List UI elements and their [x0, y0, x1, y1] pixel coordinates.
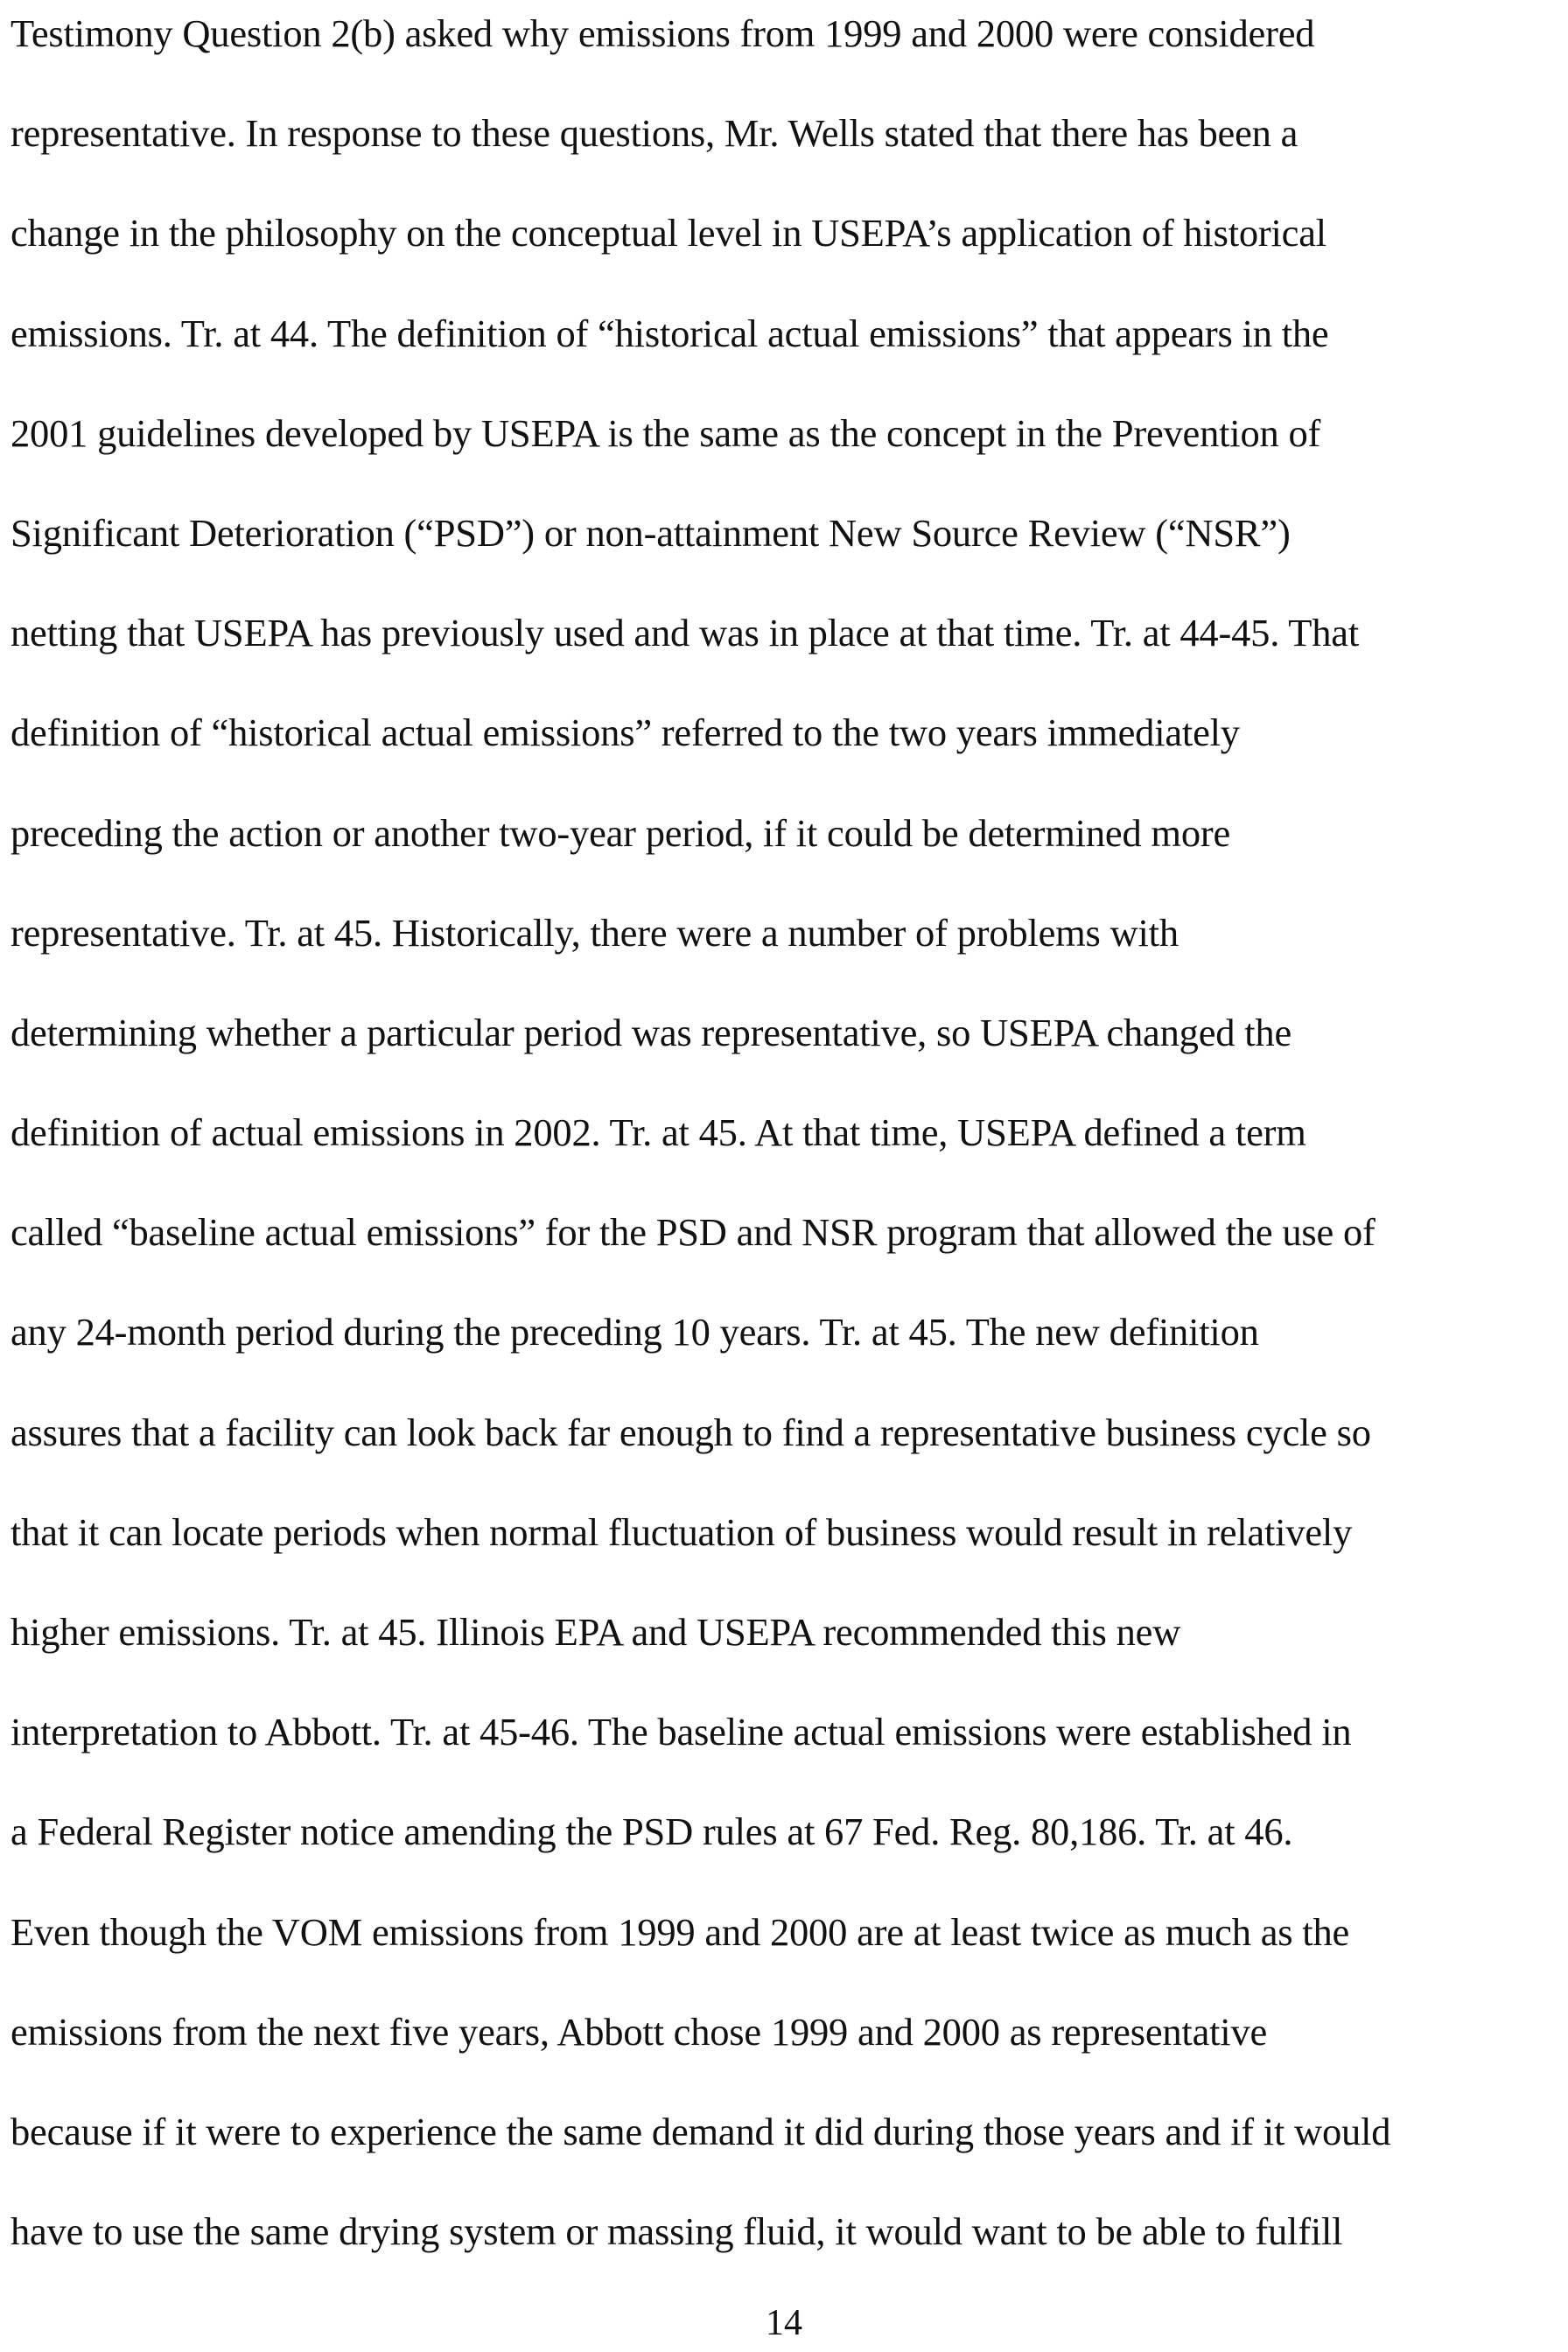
body-text — [10, 0, 1568, 2298]
text-line: interpretation to Abbott. Tr. at 45-46. The baseline actual emissions were established in — [10, 1710, 1352, 1754]
text-line: a Federal Register notice amending the PSD rules at 67 Fed. Reg. 80,186. Tr. at 46. — [10, 1810, 1293, 1854]
text-line: definition of actual emissions in 2002. Tr. at 45. At that time, USEPA defined a term — [10, 1110, 1306, 1155]
page-number: 14 — [766, 2303, 802, 2343]
text-line: because if it were to experience the same demand it did during those years and if it would — [10, 2109, 1391, 2153]
text-line: Significant Deterioration (“PSD”) or non-attainment New Source Review (“NSR”) — [10, 510, 1291, 555]
text-line: any 24-month period during the preceding 10 years. Tr. at 45. The new definition — [10, 1310, 1259, 1354]
text-line: change in the philosophy on the conceptual level in USEPA’s application of historical — [10, 211, 1326, 256]
text-line: Testimony Question 2(b) asked why emissions from 1999 and 2000 were considered — [10, 11, 1315, 55]
text-line: definition of “historical actual emissions” referred to the two years immediately — [10, 710, 1240, 755]
text-line: emissions. Tr. at 44. The definition of “historical actual emissions” that appears in the — [10, 311, 1329, 355]
text-line: preceding the action or another two-year period, if it could be determined more — [10, 810, 1231, 855]
text-line: determining whether a particular period was representative, so USEPA changed the — [10, 1010, 1292, 1054]
text-line: representative. In response to these questions, Mr. Wells stated that there has been a — [10, 111, 1298, 156]
text-line: higher emissions. Tr. at 45. Illinois EPA and USEPA recommended this new — [10, 1610, 1181, 1654]
text-line: netting that USEPA has previously used and was in place at that time. Tr. at 44-45. That — [10, 611, 1359, 655]
text-line: have to use the same drying system or massing fluid, it would want to be able to fulfill — [10, 2209, 1343, 2254]
text-line: that it can locate periods when normal fluctuation of business would result in relatively — [10, 1509, 1353, 1554]
text-line: called “baseline actual emissions” for the PSD and NSR program that allowed the use of — [10, 1210, 1376, 1255]
text-line: 2001 guidelines developed by USEPA is the same as the concept in the Prevention of — [10, 410, 1321, 455]
text-line: Even though the VOM emissions from 1999 and 2000 are at least twice as much as the — [10, 1909, 1350, 1954]
text-line: representative. Tr. at 45. Historically, there were a number of problems with — [10, 910, 1179, 955]
text-line: emissions from the next five years, Abbott chose 1999 and 2000 as representative — [10, 2009, 1268, 2054]
text-line: assures that a facility can look back far enough to find a representative business cycle so — [10, 1410, 1371, 1454]
